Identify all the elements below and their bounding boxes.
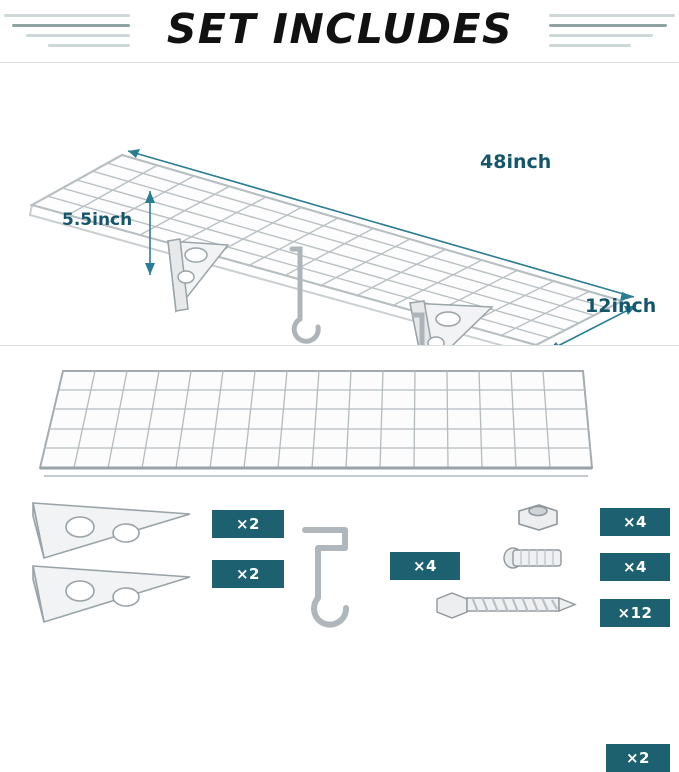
parts-illustration xyxy=(0,346,679,636)
bracket-part-2 xyxy=(33,566,190,622)
bolt-part xyxy=(504,548,561,568)
dimension-height-label: 5.5inch xyxy=(62,210,133,230)
qty-bolt: ×4 xyxy=(600,553,670,581)
header-decoration-right xyxy=(545,10,675,50)
bracket-part-1 xyxy=(33,503,190,558)
hex-nut-part xyxy=(519,505,557,530)
qty-bracket-top: ×2 xyxy=(212,510,284,538)
dimension-length-label: 48inch xyxy=(480,151,552,173)
qty-hook: ×4 xyxy=(390,552,460,580)
dimension-depth-label: 12inch xyxy=(585,295,657,317)
page-title: SET INCLUDES xyxy=(166,5,514,53)
hook-part xyxy=(305,530,346,625)
bracket-left xyxy=(168,239,228,311)
shelf-mesh xyxy=(32,155,622,345)
hero-panel xyxy=(0,63,679,345)
wire-shelf-part xyxy=(40,371,592,476)
header-decoration-left xyxy=(4,10,134,50)
qty-hex-nut: ×4 xyxy=(600,508,670,536)
header xyxy=(0,0,679,62)
wood-screw-part xyxy=(437,593,575,618)
qty-bracket-bottom: ×2 xyxy=(212,560,284,588)
qty-wire-shelf: ×2 xyxy=(606,744,670,772)
shelf-illustration xyxy=(0,63,679,345)
parts-panel xyxy=(0,346,679,767)
qty-wood-screw: ×12 xyxy=(600,599,670,627)
